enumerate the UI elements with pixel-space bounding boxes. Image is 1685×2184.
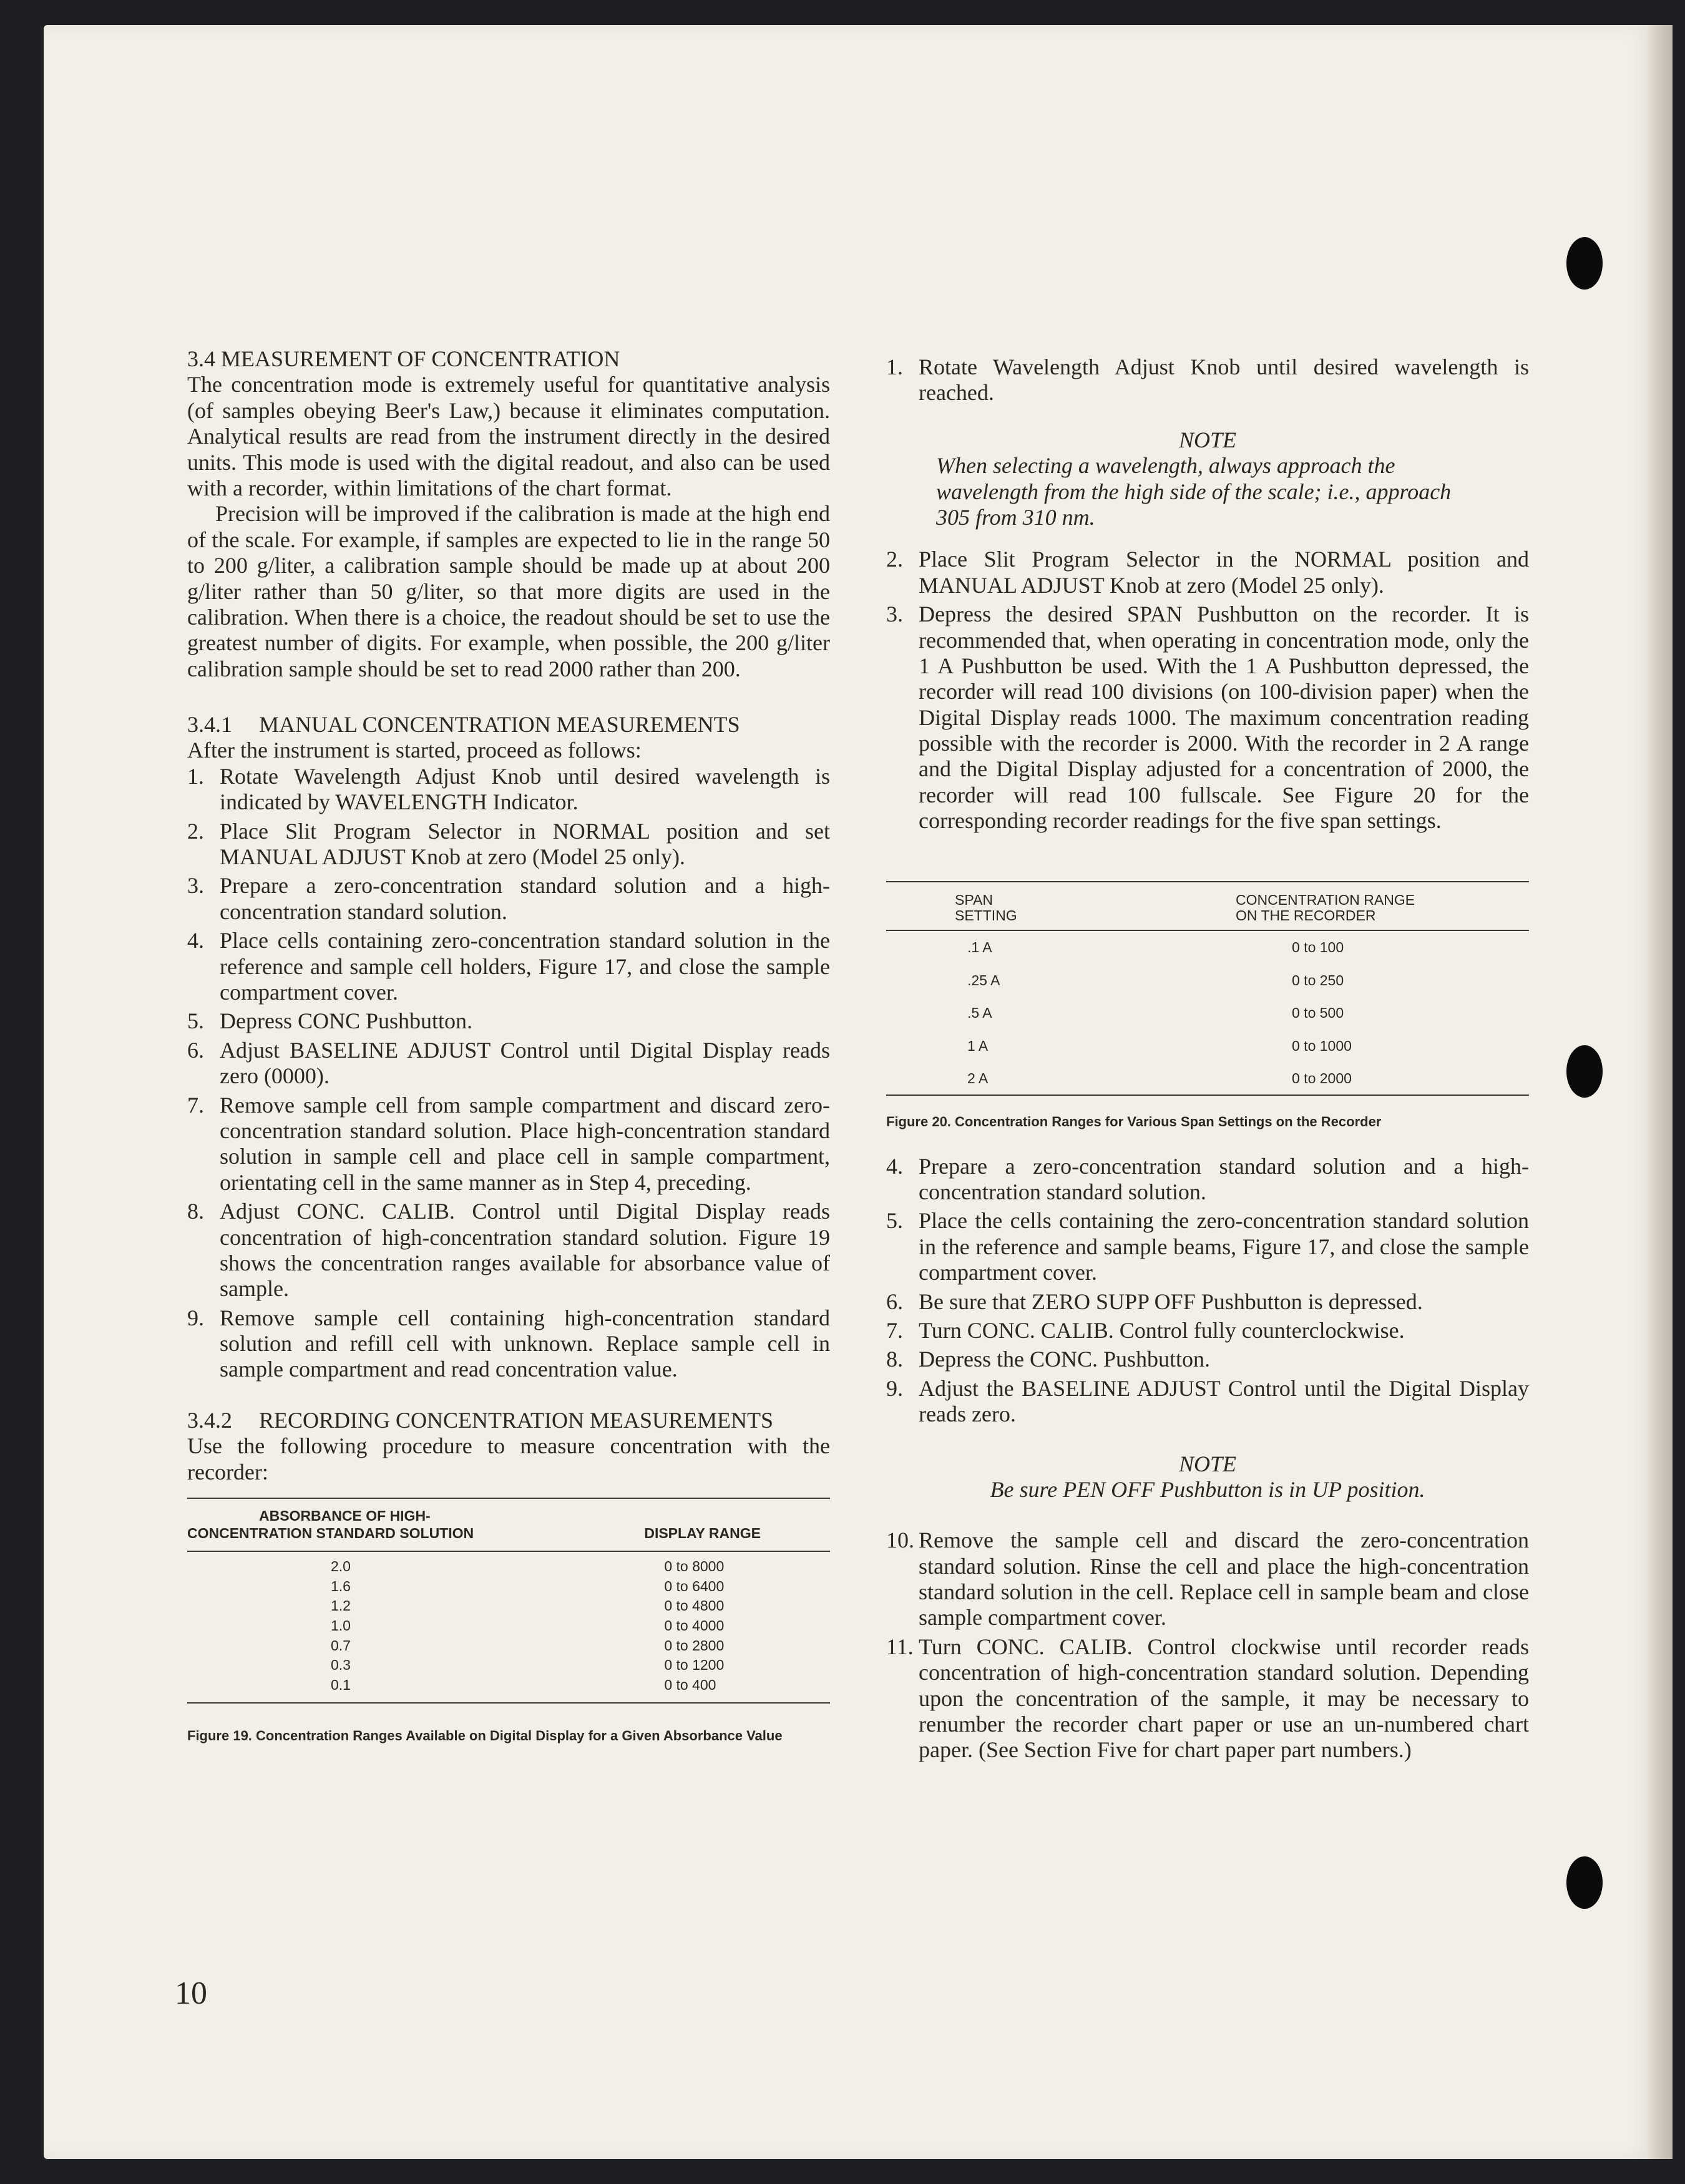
table-cell: 1.0 <box>331 1617 351 1634</box>
list-item <box>886 1289 1529 1315</box>
table-cell: 0 to 250 <box>1292 972 1344 988</box>
step-text: Place the cells containing the zero-concentration standard solution in the reference and sample beams, Figure 17, and close the sample compartment cover. <box>919 1208 1529 1285</box>
figure-20-caption: Figure 20. Concentration Ranges for Various Span Settings on the Recorder <box>886 1114 1382 1130</box>
table-cell: .5 A <box>967 1005 992 1021</box>
table-cell: 0 to 4800 <box>664 1597 725 1614</box>
table-cell: 0 to 1000 <box>1292 1037 1352 1054</box>
step-number: 7. <box>187 1092 204 1118</box>
table-row <box>886 1030 1529 1062</box>
list-item <box>187 873 830 925</box>
table-row <box>886 930 1529 963</box>
subsection-title: RECORDING CONCENTRATION MEASUREMENTS <box>259 1407 774 1433</box>
page-number: 10 <box>175 1976 207 2011</box>
list-item <box>187 1008 830 1034</box>
section-paragraph-1: The concentration mode is extremely useful for quantitative analysis (of samples obeying Beer's Law,) because it eliminates computation. Analytical results are read from the instrument directly in the desired units. This mode is used with the digital readout, and also can be used with a recorder, within limitations of the chart format. <box>187 372 830 500</box>
table-cell: 2 A <box>967 1070 989 1086</box>
note-title: NOTE <box>1178 427 1237 452</box>
step-text: Remove sample cell containing high-concentration standard solution and refill cell with unknown. Replace sample cell in sample compartment and read concentration value. <box>220 1305 830 1382</box>
step-number: 8. <box>886 1347 903 1372</box>
table-row <box>187 1636 830 1656</box>
list-item <box>886 547 1529 598</box>
note-title: NOTE <box>1178 1451 1237 1476</box>
fig20-header-span <box>886 882 1236 931</box>
subsection-number: 3.4.1 <box>187 712 232 738</box>
table-row <box>886 964 1529 997</box>
table-row <box>187 1551 830 1577</box>
table-cell: 0 to 100 <box>1292 939 1344 956</box>
step-text: Adjust BASELINE ADJUST Control until Digital Display reads zero (0000). <box>220 1037 830 1089</box>
table-row <box>187 1616 830 1636</box>
manual-steps-list <box>187 764 830 1383</box>
step-text: Adjust CONC. CALIB. Control until Digital Display reads concentration of high-concentration standard solution. Figure 19 shows the concentration ranges available for absorbance value of sample. <box>220 1199 830 1302</box>
step-text: Depress the desired SPAN Pushbutton on the recorder. It is recommended that, when operating in concentration mode, only the 1 A Pushbutton be used. With the 1 A Pushbutton depressed, the recorder will read 100 divisions (on 100-division paper) when the Digital Display reads 1000. The maximum concentration reading possible with the recorder is 2000. With the recorder in 2 A range and the Digital Display adjusted for a concentration of 2000, the recorder will read 100 fullscale. See Figure 20 for the corresponding recorder readings for the five span settings. <box>919 602 1529 834</box>
step-number: 1. <box>187 763 204 789</box>
list-item <box>187 928 830 1005</box>
list-item <box>187 1305 830 1383</box>
table-row <box>187 1596 830 1616</box>
header-line: ON THE RECORDER <box>1236 907 1376 924</box>
step-number: 4. <box>187 928 204 953</box>
step-number: 3. <box>886 602 903 627</box>
list-item <box>187 819 830 870</box>
table-cell: 0 to 4000 <box>664 1617 725 1634</box>
step-text: Rotate Wavelength Adjust Knob until desired wavelength is reached. <box>919 354 1529 406</box>
header-line: CONCENTRATION STANDARD SOLUTION <box>187 1524 474 1541</box>
table-cell: 0 to 500 <box>1292 1005 1344 1021</box>
subsection-title: MANUAL CONCENTRATION MEASUREMENTS <box>259 712 740 738</box>
step-text: Turn CONC. CALIB. Control fully counterclockwise. <box>919 1317 1405 1343</box>
list-item <box>886 1634 1529 1763</box>
list-item <box>886 354 1529 406</box>
table-cell: 0 to 2000 <box>1292 1070 1352 1086</box>
list-item <box>187 1093 830 1196</box>
recording-steps-list-d <box>886 1528 1529 1763</box>
step-number: 5. <box>886 1208 903 1234</box>
step-text: Depress CONC Pushbutton. <box>220 1008 473 1034</box>
step-text: Place cells containing zero-concentration standard solution in the reference and sample cell holders, Figure 17, and close the sample compartment cover. <box>220 928 830 1005</box>
step-number: 4. <box>886 1153 903 1179</box>
header-line: CONCENTRATION RANGE <box>1236 891 1415 908</box>
figure-19-table <box>187 1498 830 1704</box>
step-text: Remove sample cell from sample compartment and discard zero-concentration standard solution. Place high-concentration standard solution in sample cell and place cell in sample compartment, orientating cell in the same manner as in Step 4, preceding. <box>220 1092 830 1195</box>
binder-hole-top <box>1566 237 1603 290</box>
list-item <box>886 1154 1529 1206</box>
recording-steps-list-b <box>886 547 1529 834</box>
table-cell: 1 A <box>967 1037 989 1054</box>
step-text: Prepare a zero-concentration standard solution and a high-concentration standard solution. <box>919 1153 1529 1204</box>
step-text: Adjust the BASELINE ADJUST Control until the Digital Display reads zero. <box>919 1375 1529 1427</box>
table-cell: 2.0 <box>331 1558 351 1575</box>
section-paragraph-2: Precision will be improved if the calibration is made at the high end of the scale. For example, if samples are expected to lie in the range 50 to 200 g/liter, a calibration sample should be made up at about 200 g/liter rather than 50 g/liter, so that more digits are used in the calibration. When there is a choice, the readout should be set to use the greatest number of digits. For example, when possible, the 200 g/liter calibration sample should be set to read 2000 rather than 200. <box>187 501 830 681</box>
table-row <box>187 1655 830 1675</box>
binder-hole-middle <box>1566 1045 1603 1098</box>
step-number: 2. <box>187 818 204 844</box>
table-cell: 1.6 <box>331 1577 351 1594</box>
section-heading: 3.4 MEASUREMENT OF CONCENTRATION <box>187 346 620 371</box>
table-row <box>886 1062 1529 1095</box>
step-number: 8. <box>187 1199 204 1224</box>
recording-steps-list-a <box>886 354 1529 406</box>
list-item <box>886 1376 1529 1428</box>
step-number: 3. <box>187 873 204 899</box>
list-item <box>886 1528 1529 1631</box>
step-number: 1. <box>886 354 903 379</box>
step-text: Depress the CONC. Pushbutton. <box>919 1347 1210 1372</box>
fig19-header-absorbance <box>187 1498 644 1551</box>
step-text: Place Slit Program Selector in NORMAL position and set MANUAL ADJUST Knob at zero (Model 25 only). <box>220 818 830 870</box>
binder-hole-bottom <box>1566 1856 1603 1909</box>
header-line: SPAN <box>955 891 993 908</box>
table-row <box>886 997 1529 1029</box>
table-row <box>187 1675 830 1704</box>
list-item <box>886 1318 1529 1343</box>
step-text: Prepare a zero-concentration standard solution and a high-concentration standard solution. <box>220 873 830 924</box>
step-text: Remove the sample cell and discard the zero-concentration standard solution. Rinse the cell and place the high-concentration standard solution in the cell. Replace cell in sample beam and close sample compartment cover. <box>919 1528 1529 1631</box>
step-number: 10. <box>886 1528 914 1553</box>
step-text: Turn CONC. CALIB. Control clockwise until recorder reads concentration of high-concentration standard solution. Depending upon the concentration of the sample, it may be necessary to renumber the recorder chart paper or use an un-numbered chart paper. (See Section Five for chart paper part numbers.) <box>919 1634 1529 1763</box>
step-number: 2. <box>886 547 903 572</box>
step-text: Place Slit Program Selector in the NORMAL position and MANUAL ADJUST Knob at zero (Model 25 only). <box>919 547 1529 598</box>
table-cell: 0 to 2800 <box>664 1637 725 1654</box>
table-cell: 0 to 6400 <box>664 1577 725 1594</box>
step-number: 11. <box>886 1634 914 1659</box>
table-row <box>187 1577 830 1597</box>
step-number: 6. <box>187 1037 204 1063</box>
note-wavelength <box>886 427 1529 531</box>
table-cell: 0 to 8000 <box>664 1558 725 1575</box>
step-number: 6. <box>886 1289 903 1314</box>
page-edge <box>1648 25 1673 2159</box>
list-item <box>187 1038 830 1090</box>
list-item <box>187 1199 830 1302</box>
table-cell: 0 to 1200 <box>664 1657 725 1674</box>
recording-steps-list-c <box>886 1154 1529 1428</box>
step-number: 9. <box>187 1305 204 1330</box>
fig20-header-range <box>1236 882 1529 931</box>
manual-intro: After the instrument is started, proceed as follows: <box>187 738 642 763</box>
header-line: SETTING <box>955 907 1017 924</box>
step-number: 5. <box>187 1008 204 1034</box>
figure-19-caption: Figure 19. Concentration Ranges Available on Digital Display for a Given Absorbance Value <box>187 1728 783 1744</box>
list-item <box>187 764 830 816</box>
table-cell: .1 A <box>967 939 992 956</box>
right-column <box>886 354 1529 1767</box>
note-body: When selecting a wavelength, always approach the wavelength from the high side of the scale; i.e., approach 305 from 310 nm. <box>936 453 1452 530</box>
table-cell: .25 A <box>967 972 1000 988</box>
step-number: 7. <box>886 1317 903 1343</box>
subsection-heading-manual <box>187 712 830 738</box>
note-pen-off <box>886 1451 1529 1503</box>
list-item <box>886 1208 1529 1285</box>
subsection-heading-recording <box>187 1408 830 1433</box>
subsection-number: 3.4.2 <box>187 1407 232 1433</box>
note-body: Be sure PEN OFF Pushbutton is in UP position. <box>990 1476 1425 1502</box>
left-column <box>187 346 830 1744</box>
list-item <box>886 1347 1529 1372</box>
table-cell: 0.1 <box>331 1676 351 1693</box>
table-cell: 0.7 <box>331 1637 351 1654</box>
table-cell: 0.3 <box>331 1657 351 1674</box>
recording-intro: Use the following procedure to measure concentration with the recorder: <box>187 1433 830 1484</box>
step-text: Rotate Wavelength Adjust Knob until desired wavelength is indicated by WAVELENGTH Indicator. <box>220 763 830 815</box>
table-cell: 1.2 <box>331 1597 351 1614</box>
figure-20-table <box>886 881 1529 1096</box>
step-text: Be sure that ZERO SUPP OFF Pushbutton is depressed. <box>919 1289 1423 1314</box>
step-number: 9. <box>886 1375 903 1401</box>
fig19-header-display-range: DISPLAY RANGE <box>644 1498 830 1551</box>
header-line: ABSORBANCE OF HIGH- <box>259 1508 431 1524</box>
table-cell: 0 to 400 <box>664 1676 716 1693</box>
list-item <box>886 602 1529 834</box>
